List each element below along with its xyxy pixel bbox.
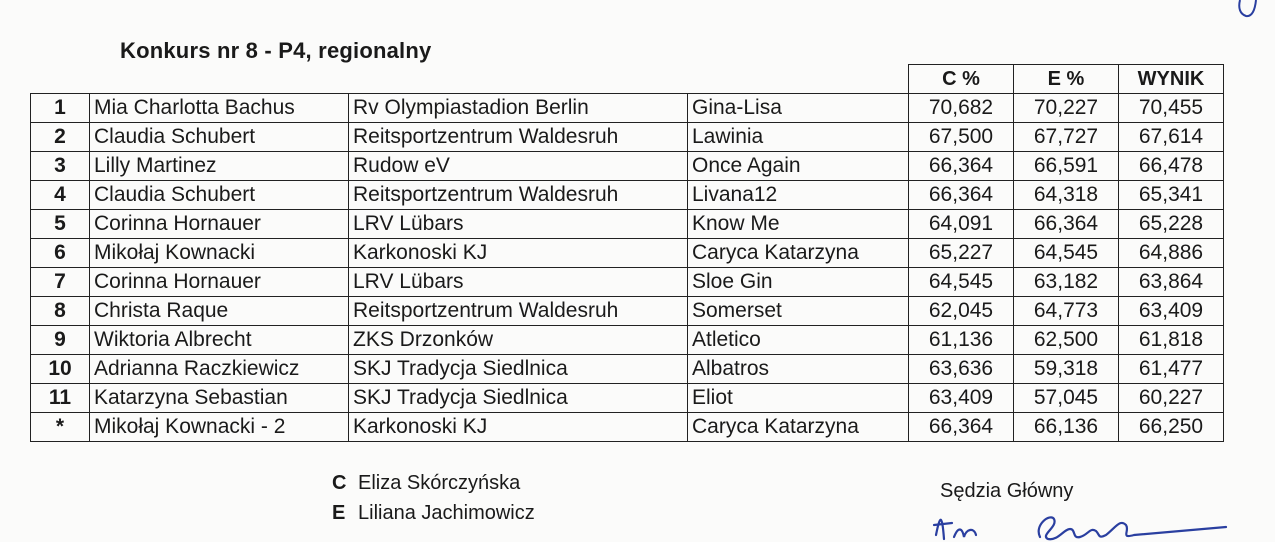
horse-cell: Lawinia [688, 123, 909, 152]
horse-cell: Eliot [688, 384, 909, 413]
score-e-cell: 64,545 [1014, 239, 1119, 268]
score-e-cell: 66,591 [1014, 152, 1119, 181]
rank-cell: 10 [31, 355, 90, 384]
judge-c [332, 468, 535, 498]
judges-list [332, 468, 535, 528]
result-cell: 63,864 [1119, 268, 1224, 297]
rider-cell: Wiktoria Albrecht [90, 326, 349, 355]
horse-cell: Albatros [688, 355, 909, 384]
table-row [31, 268, 1224, 297]
result-cell: 65,341 [1119, 181, 1224, 210]
rider-cell: Lilly Martinez [90, 152, 349, 181]
club-cell: Rudow eV [349, 152, 688, 181]
table-row [31, 384, 1224, 413]
rank-cell: 8 [31, 297, 90, 326]
club-cell: Karkonoski KJ [349, 413, 688, 442]
horse-cell: Sloe Gin [688, 268, 909, 297]
score-c-cell: 64,091 [909, 210, 1014, 239]
judge-position: E [332, 502, 346, 524]
horse-cell: Know Me [688, 210, 909, 239]
rider-cell: Christa Raque [90, 297, 349, 326]
header-c: C % [909, 65, 1014, 94]
table-row [31, 152, 1224, 181]
result-cell: 66,478 [1119, 152, 1224, 181]
club-cell: Karkonoski KJ [349, 239, 688, 268]
club-cell: SKJ Tradycja Siedlnica [349, 355, 688, 384]
score-e-cell: 66,136 [1014, 413, 1119, 442]
competition-title: Konkurs nr 8 - P4, regionalny [120, 38, 432, 63]
score-e-cell: 64,318 [1014, 181, 1119, 210]
score-e-cell: 64,773 [1014, 297, 1119, 326]
horse-cell: Gina-Lisa [688, 94, 909, 123]
horse-cell: Livana12 [688, 181, 909, 210]
signature [930, 505, 1230, 542]
table-row [31, 297, 1224, 326]
horse-cell: Atletico [688, 326, 909, 355]
score-c-cell: 65,227 [909, 239, 1014, 268]
club-cell: Reitsportzentrum Waldesruh [349, 297, 688, 326]
horse-cell: Once Again [688, 152, 909, 181]
club-cell: Rv Olympiastadion Berlin [349, 94, 688, 123]
result-cell: 64,886 [1119, 239, 1224, 268]
club-cell: LRV Lübars [349, 268, 688, 297]
club-cell: LRV Lübars [349, 210, 688, 239]
header-e: E % [1014, 65, 1119, 94]
judge-position: C [332, 472, 347, 494]
judge-name: Eliza Skórczyńska [358, 472, 521, 494]
score-c-cell: 70,682 [909, 94, 1014, 123]
score-e-cell: 70,227 [1014, 94, 1119, 123]
rider-cell: Corinna Hornauer [90, 268, 349, 297]
table-row [31, 355, 1224, 384]
rider-cell: Mia Charlotta Bachus [90, 94, 349, 123]
rider-cell: Claudia Schubert [90, 181, 349, 210]
result-cell: 70,455 [1119, 94, 1224, 123]
rank-cell: 4 [31, 181, 90, 210]
rider-cell: Adrianna Raczkiewicz [90, 355, 349, 384]
score-c-cell: 64,545 [909, 268, 1014, 297]
result-cell: 63,409 [1119, 297, 1224, 326]
rider-cell: Katarzyna Sebastian [90, 384, 349, 413]
horse-cell: Somerset [688, 297, 909, 326]
club-cell: ZKS Drzonków [349, 326, 688, 355]
judge-name: Liliana Jachimowicz [358, 502, 535, 524]
horse-cell: Caryca Katarzyna [688, 413, 909, 442]
score-e-cell: 57,045 [1014, 384, 1119, 413]
score-c-cell: 62,045 [909, 297, 1014, 326]
score-e-cell: 59,318 [1014, 355, 1119, 384]
result-cell: 61,477 [1119, 355, 1224, 384]
result-cell: 61,818 [1119, 326, 1224, 355]
table-row [31, 181, 1224, 210]
rank-cell: 9 [31, 326, 90, 355]
result-cell: 60,227 [1119, 384, 1224, 413]
table-row [31, 326, 1224, 355]
judge-e [332, 498, 535, 528]
rank-cell: 5 [31, 210, 90, 239]
table-row [31, 94, 1224, 123]
rank-cell: 3 [31, 152, 90, 181]
score-c-cell: 66,364 [909, 413, 1014, 442]
rank-cell: 11 [31, 384, 90, 413]
table-row [31, 123, 1224, 152]
score-c-cell: 63,636 [909, 355, 1014, 384]
rank-cell: * [31, 413, 90, 442]
horse-cell: Caryca Katarzyna [688, 239, 909, 268]
rider-cell: Mikołaj Kownacki [90, 239, 349, 268]
header-result: WYNIK [1119, 65, 1224, 94]
club-cell: Reitsportzentrum Waldesruh [349, 123, 688, 152]
score-c-cell: 61,136 [909, 326, 1014, 355]
score-e-cell: 67,727 [1014, 123, 1119, 152]
rider-cell: Corinna Hornauer [90, 210, 349, 239]
score-e-cell: 66,364 [1014, 210, 1119, 239]
rank-cell: 6 [31, 239, 90, 268]
rank-cell: 7 [31, 268, 90, 297]
club-cell: SKJ Tradycja Siedlnica [349, 384, 688, 413]
table-row [31, 239, 1224, 268]
results-table [30, 64, 1224, 442]
rider-cell: Claudia Schubert [90, 123, 349, 152]
score-e-cell: 62,500 [1014, 326, 1119, 355]
result-cell: 67,614 [1119, 123, 1224, 152]
score-c-cell: 66,364 [909, 181, 1014, 210]
score-c-cell: 67,500 [909, 123, 1014, 152]
pen-mark [1232, 0, 1262, 30]
club-cell: Reitsportzentrum Waldesruh [349, 181, 688, 210]
result-cell: 66,250 [1119, 413, 1224, 442]
score-c-cell: 66,364 [909, 152, 1014, 181]
table-header [31, 65, 1224, 94]
rank-cell: 1 [31, 94, 90, 123]
score-e-cell: 63,182 [1014, 268, 1119, 297]
result-cell: 65,228 [1119, 210, 1224, 239]
rider-cell: Mikołaj Kownacki - 2 [90, 413, 349, 442]
table-row [31, 413, 1224, 442]
chief-judge-label: Sędzia Główny [940, 480, 1074, 502]
table-row [31, 210, 1224, 239]
rank-cell: 2 [31, 123, 90, 152]
score-c-cell: 63,409 [909, 384, 1014, 413]
